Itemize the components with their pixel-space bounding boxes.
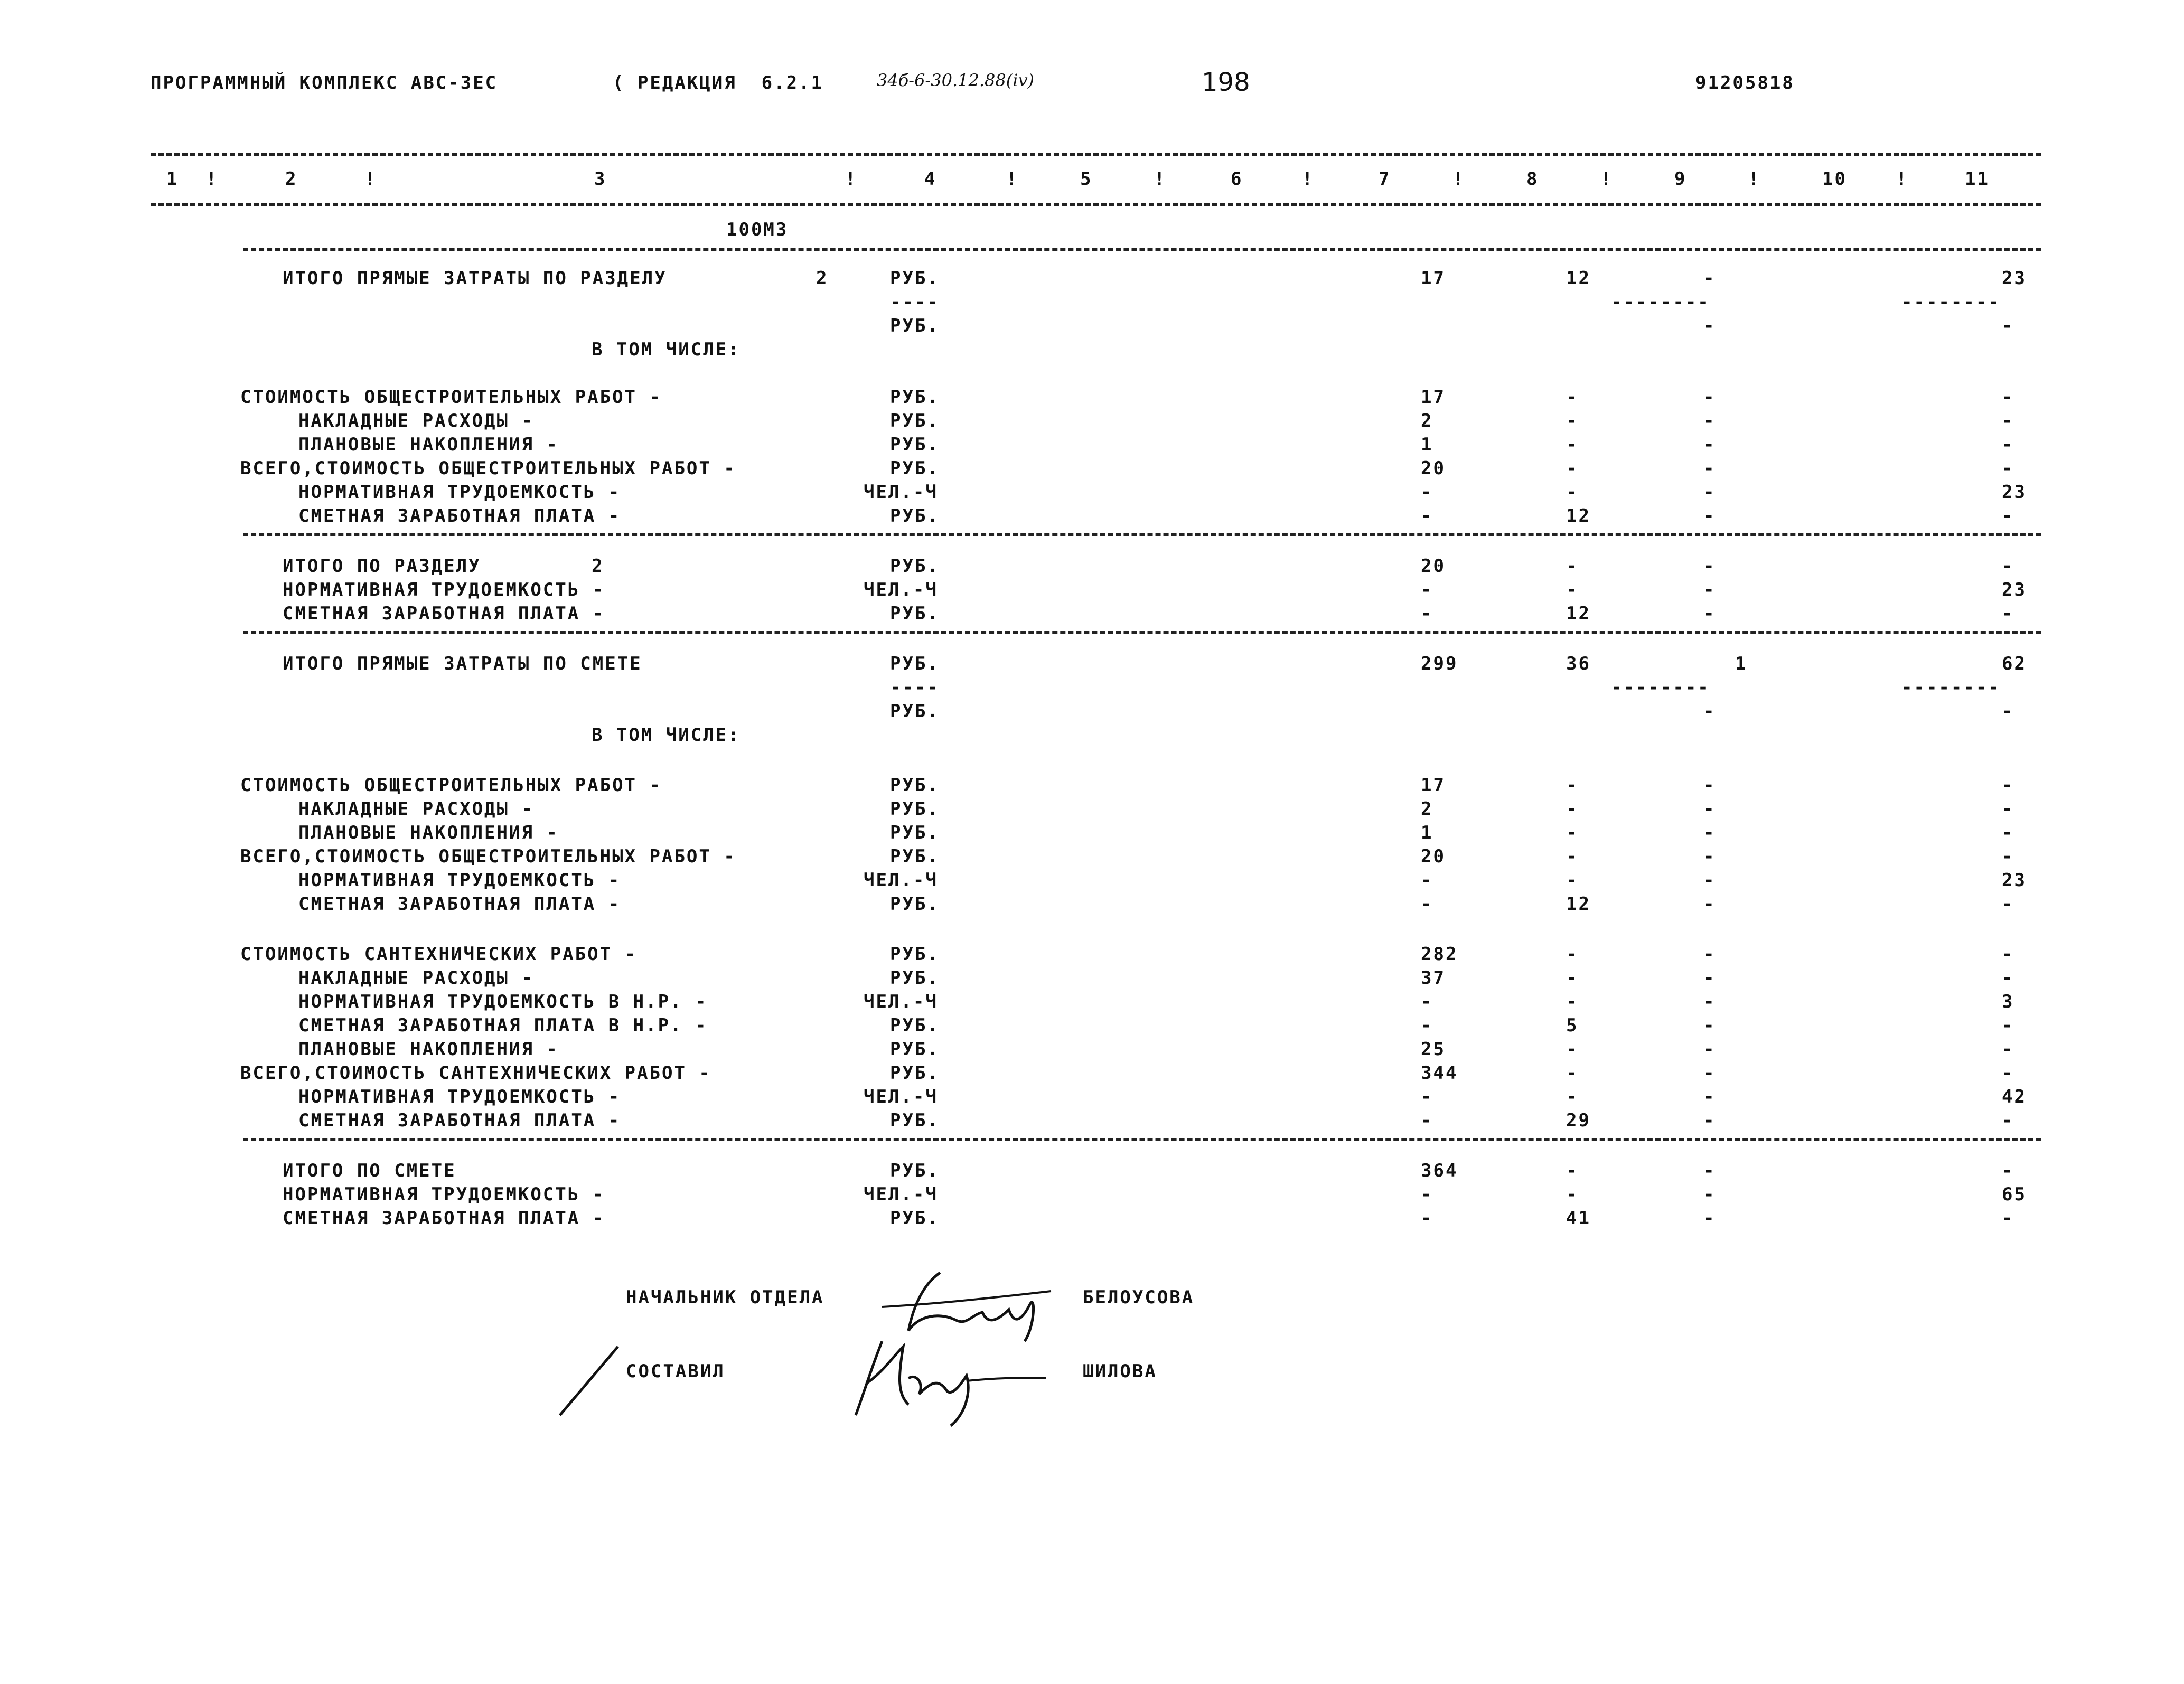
cell-col8: - <box>1566 556 1579 577</box>
cell-col9: - <box>1703 458 1716 479</box>
row-unit: РУБ. <box>890 1062 940 1084</box>
page-number: 198 <box>1202 68 1250 97</box>
cell-col7: 20 <box>1421 556 1446 577</box>
cell-col7: - <box>1421 1110 1433 1131</box>
cell-col11: - <box>2002 556 2014 577</box>
cell-col9: - <box>1703 1160 1716 1181</box>
row-label: СТОИМОСТЬ ОБЩЕСТРОИТЕЛЬНЫХ РАБОТ - <box>240 387 662 408</box>
cell-col11: - <box>2002 387 2014 408</box>
document-code: 91205818 <box>1695 72 1795 93</box>
cell-col9: - <box>1703 775 1716 796</box>
cell-col11: - <box>2002 505 2014 526</box>
cell-col7: 25 <box>1421 1039 1446 1060</box>
row-unit: РУБ. <box>890 505 940 526</box>
cell-col7: - <box>1421 579 1433 600</box>
row-label: НОРМАТИВНАЯ ТРУДОЕМКОСТЬ - <box>283 579 605 600</box>
column-separator: ! <box>1600 168 1613 190</box>
cell-col7: 17 <box>1421 268 1446 289</box>
row-label: СМЕТНАЯ ЗАРАБОТНАЯ ПЛАТА - <box>298 1110 621 1131</box>
row-unit: РУБ. <box>890 653 940 674</box>
cell-col11: - <box>2002 775 2014 796</box>
slash-mark <box>549 1341 634 1420</box>
cell-col8: - <box>1566 870 1579 891</box>
cell-col9: -------- <box>1611 291 1710 313</box>
cell-col8: 12 <box>1566 603 1591 624</box>
row-unit: ---- <box>890 291 940 313</box>
cell-col9: - <box>1703 387 1716 408</box>
cell-col7: - <box>1421 1208 1433 1229</box>
column-number: 6 <box>1231 168 1243 190</box>
row-label: ИТОГО ПРЯМЫЕ ЗАТРАТЫ ПО РАЗДЕЛУ <box>283 268 667 289</box>
cell-col11: 23 <box>2002 482 2027 503</box>
row-label: НОРМАТИВНАЯ ТРУДОЕМКОСТЬ - <box>298 482 621 503</box>
row-unit: РУБ. <box>890 1208 940 1229</box>
cell-col9: - <box>1703 603 1716 624</box>
column-separator: ! <box>206 168 219 190</box>
cell-col8: - <box>1566 458 1579 479</box>
cell-col9: - <box>1703 1062 1716 1084</box>
column-number: 8 <box>1526 168 1539 190</box>
cell-col8: - <box>1566 798 1579 820</box>
row-label: СМЕТНАЯ ЗАРАБОТНАЯ ПЛАТА - <box>298 893 621 915</box>
cell-col8: - <box>1566 991 1579 1012</box>
row-unit: РУБ. <box>890 775 940 796</box>
row-unit: РУБ. <box>890 967 940 989</box>
cell-col9: - <box>1703 822 1716 843</box>
row-unit: РУБ. <box>890 1160 940 1181</box>
cell-col8: 12 <box>1566 505 1591 526</box>
cell-col9: -------- <box>1611 677 1710 698</box>
row-label: НОРМАТИВНАЯ ТРУДОЕМКОСТЬ - <box>298 870 621 891</box>
cell-col11: - <box>2002 846 2014 867</box>
column-number: 2 <box>285 168 298 190</box>
cell-col7: - <box>1421 603 1433 624</box>
row-unit: ЧЕЛ.-Ч <box>864 1086 938 1107</box>
cell-col11: - <box>2002 315 2014 336</box>
unit-cell: 100М3 <box>726 219 789 240</box>
cell-col9: - <box>1703 846 1716 867</box>
cell-col8: - <box>1566 579 1579 600</box>
cell-col8: - <box>1566 1062 1579 1084</box>
handwritten-note: 34б-6-30.12.88(iv) <box>877 70 1035 90</box>
cell-col11: 23 <box>2002 870 2027 891</box>
cell-col9: - <box>1703 798 1716 820</box>
cell-col7: - <box>1421 1015 1433 1036</box>
cell-col9: - <box>1703 315 1716 336</box>
cell-col8: 5 <box>1566 1015 1579 1036</box>
cell-col7: 17 <box>1421 387 1446 408</box>
column-number: 3 <box>594 168 607 190</box>
row-unit: ЧЕЛ.-Ч <box>864 579 938 600</box>
table-top-rule <box>151 153 2041 156</box>
cell-col7: - <box>1421 870 1433 891</box>
cell-col11: - <box>2002 1062 2014 1084</box>
cell-col7: 282 <box>1421 944 1458 965</box>
cell-col7: 1 <box>1421 822 1433 843</box>
cell-col11: - <box>2002 798 2014 820</box>
cell-col9: - <box>1703 1110 1716 1131</box>
compiler-name: ШИЛОВА <box>1083 1361 1157 1382</box>
cell-col9: - <box>1703 434 1716 455</box>
cell-col7: - <box>1421 1086 1433 1107</box>
cell-col9: - <box>1703 991 1716 1012</box>
row-unit: РУБ. <box>890 893 940 915</box>
head-name: БЕЛОУСОВА <box>1083 1287 1195 1308</box>
cell-col9: - <box>1703 556 1716 577</box>
row-label: НОРМАТИВНАЯ ТРУДОЕМКОСТЬ В Н.Р. - <box>298 991 708 1012</box>
row-unit: РУБ. <box>890 410 940 431</box>
cell-col8: - <box>1566 434 1579 455</box>
cell-col7: - <box>1421 482 1433 503</box>
cell-col8: - <box>1566 944 1579 965</box>
cell-col8: - <box>1566 387 1579 408</box>
row-unit: РУБ. <box>890 944 940 965</box>
head-title: НАЧАЛЬНИК ОТДЕЛА <box>626 1287 824 1308</box>
cell-col9: - <box>1703 505 1716 526</box>
row-label: СТОИМОСТЬ ОБЩЕСТРОИТЕЛЬНЫХ РАБОТ - <box>240 775 662 796</box>
cell-col11: - <box>2002 701 2014 722</box>
row-unit: ЧЕЛ.-Ч <box>864 870 938 891</box>
cell-col8: - <box>1566 846 1579 867</box>
cell-col8: - <box>1566 1160 1579 1181</box>
row-label: ИТОГО ПО РАЗДЕЛУ <box>283 556 481 577</box>
cell-col11: -------- <box>1901 291 2001 313</box>
cell-col9: - <box>1703 1208 1716 1229</box>
cell-col9: - <box>1703 870 1716 891</box>
row-label: СМЕТНАЯ ЗАРАБОТНАЯ ПЛАТА - <box>283 1208 605 1229</box>
cell-col8: - <box>1566 822 1579 843</box>
column-header-rule <box>151 203 2041 206</box>
program-name: ПРОГРАММНЫЙ КОМПЛЕКС АВС-3ЕС <box>151 72 498 93</box>
cell-col11: 3 <box>2002 991 2014 1012</box>
cell-col7: 364 <box>1421 1160 1458 1181</box>
column-number: 5 <box>1080 168 1093 190</box>
cell-col11: 62 <box>2002 653 2027 674</box>
row-label: ПЛАНОВЫЕ НАКОПЛЕНИЯ - <box>298 822 559 843</box>
cell-col9: - <box>1703 967 1716 989</box>
row-label: НОРМАТИВНАЯ ТРУДОЕМКОСТЬ - <box>283 1184 605 1205</box>
row-label: НОРМАТИВНАЯ ТРУДОЕМКОСТЬ - <box>298 1086 621 1107</box>
row-label: ИТОГО ПО СМЕТЕ <box>283 1160 456 1181</box>
row-group-rule <box>243 1138 2041 1141</box>
row-unit: РУБ. <box>890 458 940 479</box>
column-number: 9 <box>1674 168 1687 190</box>
row-label: ВСЕГО,СТОИМОСТЬ ОБЩЕСТРОИТЕЛЬНЫХ РАБОТ - <box>240 458 736 479</box>
cell-col8: 12 <box>1566 268 1591 289</box>
cell-col11: - <box>2002 1160 2014 1181</box>
cell-col8: - <box>1566 410 1579 431</box>
cell-col11: - <box>2002 822 2014 843</box>
cell-col8: 29 <box>1566 1110 1591 1131</box>
row-unit: РУБ. <box>890 701 940 722</box>
column-separator: ! <box>1452 168 1465 190</box>
column-number: 11 <box>1965 168 1990 190</box>
row-unit: РУБ. <box>890 1039 940 1060</box>
cell-col11: 23 <box>2002 579 2027 600</box>
cell-col8: - <box>1566 1039 1579 1060</box>
row-label: СМЕТНАЯ ЗАРАБОТНАЯ ПЛАТА - <box>298 505 621 526</box>
row-unit: РУБ. <box>890 798 940 820</box>
row-unit: ЧЕЛ.-Ч <box>864 482 938 503</box>
row-label: ПЛАНОВЫЕ НАКОПЛЕНИЯ - <box>298 1039 559 1060</box>
row-unit: ЧЕЛ.-Ч <box>864 1184 938 1205</box>
column-separator: ! <box>1748 168 1761 190</box>
cell-col11: - <box>2002 967 2014 989</box>
row-label: СМЕТНАЯ ЗАРАБОТНАЯ ПЛАТА В Н.Р. - <box>298 1015 708 1036</box>
compiler-signature <box>845 1336 1067 1426</box>
column-separator: ! <box>1154 168 1167 190</box>
section-number: 2 <box>592 556 604 577</box>
column-number: 7 <box>1379 168 1391 190</box>
cell-col11: - <box>2002 458 2014 479</box>
cell-col8: - <box>1566 482 1579 503</box>
cell-col9: - <box>1703 893 1716 915</box>
row-unit: РУБ. <box>890 556 940 577</box>
cell-col8: - <box>1566 1086 1579 1107</box>
row-label: НАКЛАДНЫЕ РАСХОДЫ - <box>298 798 534 820</box>
cell-col8: - <box>1566 775 1579 796</box>
cell-col7: 299 <box>1421 653 1458 674</box>
cell-col7: 37 <box>1421 967 1446 989</box>
cell-col11: - <box>2002 434 2014 455</box>
cell-col9: - <box>1703 701 1716 722</box>
row-label: ПЛАНОВЫЕ НАКОПЛЕНИЯ - <box>298 434 559 455</box>
row-label: В ТОМ ЧИСЛЕ: <box>592 339 741 360</box>
row-label: ИТОГО ПРЯМЫЕ ЗАТРАТЫ ПО СМЕТЕ <box>283 653 642 674</box>
cell-col7: 1 <box>1421 434 1433 455</box>
row-unit: РУБ. <box>890 434 940 455</box>
cell-col9: - <box>1703 1039 1716 1060</box>
cell-col7: 344 <box>1421 1062 1458 1084</box>
cell-col8: 36 <box>1566 653 1591 674</box>
row-unit: ---- <box>890 677 940 698</box>
cell-col7: - <box>1421 991 1433 1012</box>
cell-col9: - <box>1703 1015 1716 1036</box>
cell-col9: - <box>1703 482 1716 503</box>
column-separator: ! <box>845 168 858 190</box>
column-number: 1 <box>166 168 179 190</box>
cell-col7: 2 <box>1421 410 1433 431</box>
cell-col7: - <box>1421 893 1433 915</box>
row-label: НАКЛАДНЫЕ РАСХОДЫ - <box>298 410 534 431</box>
cell-col11: - <box>2002 410 2014 431</box>
section-rule <box>243 248 2041 251</box>
row-unit: РУБ. <box>890 822 940 843</box>
cell-col7: - <box>1421 1184 1433 1205</box>
head-signature <box>877 1262 1067 1347</box>
row-label: ВСЕГО,СТОИМОСТЬ ОБЩЕСТРОИТЕЛЬНЫХ РАБОТ - <box>240 846 736 867</box>
cell-col9: - <box>1703 1184 1716 1205</box>
column-number: 4 <box>924 168 937 190</box>
row-label: ВСЕГО,СТОИМОСТЬ САНТЕХНИЧЕСКИХ РАБОТ - <box>240 1062 711 1084</box>
row-unit: ЧЕЛ.-Ч <box>864 991 938 1012</box>
cell-col7: 2 <box>1421 798 1433 820</box>
row-unit: РУБ. <box>890 268 940 289</box>
compiler-title: СОСТАВИЛ <box>626 1361 725 1382</box>
cell-col9: - <box>1703 944 1716 965</box>
cell-col7: 20 <box>1421 846 1446 867</box>
cell-col8: 12 <box>1566 893 1591 915</box>
cell-col7: - <box>1421 505 1433 526</box>
column-separator: ! <box>1006 168 1019 190</box>
cell-col8: 41 <box>1566 1208 1591 1229</box>
cell-col7: 20 <box>1421 458 1446 479</box>
section-number: 2 <box>816 268 829 289</box>
row-unit: РУБ. <box>890 1015 940 1036</box>
cell-col7: 17 <box>1421 775 1446 796</box>
row-unit: РУБ. <box>890 315 940 336</box>
cell-col11: - <box>2002 1039 2014 1060</box>
row-group-rule <box>243 533 2041 536</box>
cell-col8: - <box>1566 1184 1579 1205</box>
cell-col11: 23 <box>2002 268 2027 289</box>
row-label: НАКЛАДНЫЕ РАСХОДЫ - <box>298 967 534 989</box>
column-separator: ! <box>1302 168 1315 190</box>
cell-col11: 42 <box>2002 1086 2027 1107</box>
row-unit: РУБ. <box>890 846 940 867</box>
cell-col9: - <box>1703 579 1716 600</box>
cell-col11: - <box>2002 1110 2014 1131</box>
cell-col11: - <box>2002 603 2014 624</box>
row-unit: РУБ. <box>890 1110 940 1131</box>
row-group-rule <box>243 631 2041 634</box>
row-unit: РУБ. <box>890 603 940 624</box>
cell-col9: 1 <box>1735 653 1748 674</box>
cell-col11: - <box>2002 1208 2014 1229</box>
row-label: В ТОМ ЧИСЛЕ: <box>592 725 741 746</box>
row-label: СТОИМОСТЬ САНТЕХНИЧЕСКИХ РАБОТ - <box>240 944 638 965</box>
cell-col9: - <box>1703 1086 1716 1107</box>
cell-col11: -------- <box>1901 677 2001 698</box>
cell-col11: 65 <box>2002 1184 2027 1205</box>
row-unit: РУБ. <box>890 387 940 408</box>
cell-col11: - <box>2002 944 2014 965</box>
cell-col9: - <box>1703 268 1716 289</box>
row-label: СМЕТНАЯ ЗАРАБОТНАЯ ПЛАТА - <box>283 603 605 624</box>
column-separator: ! <box>1896 168 1909 190</box>
edition-label: ( РЕДАКЦИЯ 6.2.1 <box>613 72 823 93</box>
column-separator: ! <box>364 168 377 190</box>
cell-col9: - <box>1703 410 1716 431</box>
cell-col11: - <box>2002 1015 2014 1036</box>
cell-col11: - <box>2002 893 2014 915</box>
cell-col8: - <box>1566 967 1579 989</box>
column-number: 10 <box>1822 168 1847 190</box>
